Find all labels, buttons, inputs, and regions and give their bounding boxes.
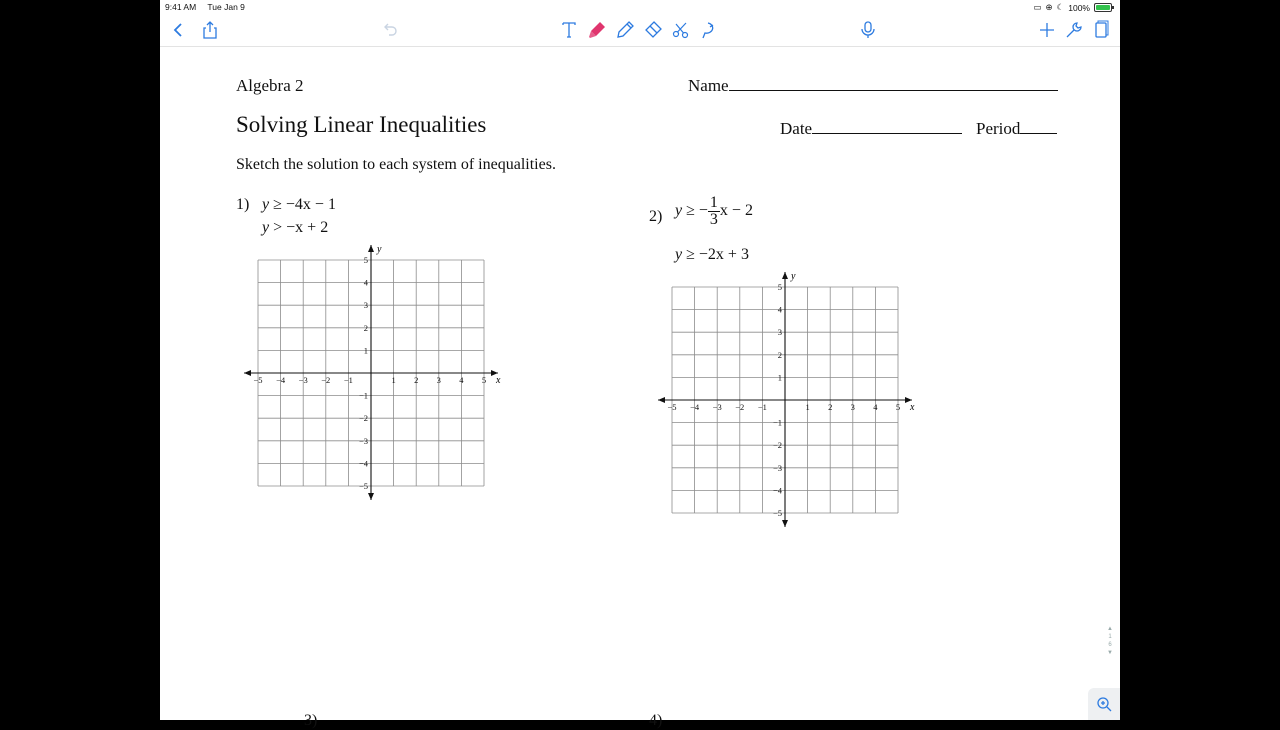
page-total: 6 — [1108, 642, 1112, 648]
x-tick-label: 4 — [873, 402, 878, 412]
x-tick-label: 3 — [436, 375, 441, 385]
battery-icon — [1094, 3, 1112, 12]
x-tick-label: −4 — [276, 375, 286, 385]
x-tick-label: 2 — [414, 375, 419, 385]
document-page[interactable] — [160, 47, 1120, 729]
y-axis-arrow-down — [368, 493, 374, 500]
wrench-icon[interactable] — [1062, 18, 1086, 42]
x-tick-label: 1 — [805, 402, 810, 412]
x-tick-label: −4 — [690, 402, 700, 412]
text-tool-icon[interactable] — [557, 18, 581, 42]
name-label: Name — [688, 76, 729, 95]
x-tick-label: −1 — [757, 402, 767, 412]
y-tick-label: −5 — [772, 508, 782, 518]
app-toolbar — [160, 14, 1120, 47]
y-tick-label: 4 — [363, 277, 368, 288]
x-tick-label: −3 — [298, 375, 308, 385]
y-tick-label: 5 — [777, 282, 782, 292]
y-axis-arrow-up — [368, 245, 374, 252]
problem-2-number: 2) — [649, 208, 663, 225]
moon-icon: ☾ — [1056, 2, 1065, 12]
x-axis-arrow-left — [658, 397, 665, 403]
highlighter-icon[interactable] — [585, 18, 609, 42]
pages-icon[interactable] — [1089, 18, 1113, 42]
screen-mirror-icon: ▭ — [1033, 2, 1042, 12]
x-tick-label: −5 — [253, 375, 263, 385]
x-tick-label: 5 — [895, 402, 901, 412]
date-label: Date — [780, 119, 813, 138]
period-field — [976, 119, 1057, 139]
undo-icon[interactable] — [378, 18, 402, 42]
y-tick-label: 3 — [777, 327, 782, 338]
scroll-down-icon[interactable]: ▼ — [1107, 650, 1113, 656]
status-date: Tue Jan 9 — [207, 2, 245, 12]
y-tick-label: −5 — [358, 481, 368, 491]
y-tick-label: 5 — [363, 255, 368, 265]
pen-icon[interactable] — [613, 18, 637, 42]
x-tick-label: −2 — [321, 375, 331, 385]
y-tick-label: −1 — [358, 390, 368, 401]
share-icon[interactable] — [198, 18, 222, 42]
period-label: Period — [976, 119, 1021, 138]
problem-2-inequality-2: y ≥ −2x + 3 — [675, 246, 749, 263]
course-label: Algebra 2 — [236, 76, 304, 95]
y-tick-label: −2 — [358, 413, 368, 424]
y-tick-label: 1 — [777, 372, 782, 383]
x-axis-label: x — [910, 402, 915, 413]
page-scroller[interactable] — [1104, 625, 1116, 657]
lasso-icon[interactable] — [696, 18, 720, 42]
coordinate-grid-1[interactable] — [240, 242, 510, 512]
problem-1-inequality-1: y ≥ −4x − 1 — [262, 196, 336, 213]
name-field — [688, 76, 1058, 96]
y-axis-label: y — [377, 244, 382, 255]
problem-2-inequality-1: y ≥ − $\frac{1}{3}$ x − 2 — [675, 194, 753, 228]
y-tick-label: −3 — [358, 435, 368, 446]
y-tick-label: −4 — [772, 485, 782, 496]
x-tick-label: −2 — [735, 402, 745, 412]
x-axis-arrow-left — [244, 370, 251, 376]
coordinate-grid-2[interactable] — [654, 269, 924, 539]
add-icon[interactable] — [1035, 18, 1059, 42]
rotation-lock-icon: ⊕ — [1045, 2, 1053, 12]
x-tick-label: 1 — [391, 375, 396, 385]
ipad-screen — [160, 0, 1120, 729]
y-tick-label: −4 — [358, 458, 368, 469]
problem-1-number: 1) — [236, 196, 250, 213]
status-time: 9:41 AM — [165, 2, 197, 12]
worksheet-title: Solving Linear Inequalities — [236, 112, 487, 137]
x-tick-label: 4 — [459, 375, 464, 385]
y-tick-label: −2 — [772, 440, 782, 451]
y-tick-label: −1 — [772, 417, 782, 428]
zoom-icon — [1096, 696, 1112, 712]
problem-4-partial: 4) — [649, 712, 663, 729]
x-tick-label: −3 — [712, 402, 722, 412]
y-tick-label: −3 — [772, 462, 782, 473]
y-tick-label: 1 — [363, 345, 368, 356]
x-tick-label: 5 — [481, 375, 487, 385]
y-axis-arrow-down — [782, 520, 788, 527]
y-tick-label: 2 — [777, 349, 782, 360]
y-tick-label: 3 — [363, 300, 368, 311]
x-tick-label: −5 — [667, 402, 677, 412]
x-tick-label: 3 — [850, 402, 855, 412]
fraction: $\frac{1}{3}$ — [709, 194, 718, 228]
back-icon[interactable] — [167, 18, 191, 42]
y-axis-label: y — [791, 271, 796, 282]
x-tick-label: −1 — [343, 375, 353, 385]
x-tick-label: 2 — [828, 402, 833, 412]
battery-percent: 100% — [1068, 2, 1090, 13]
date-field — [780, 119, 962, 139]
eraser-icon[interactable] — [641, 18, 665, 42]
microphone-icon[interactable] — [856, 18, 880, 42]
zoom-button[interactable] — [1088, 688, 1120, 720]
scissors-icon[interactable] — [669, 18, 693, 42]
scroll-up-icon[interactable]: ▲ — [1107, 626, 1113, 632]
y-tick-label: 4 — [777, 304, 782, 315]
page-current: 1 — [1108, 634, 1112, 640]
status-bar — [160, 0, 1120, 14]
problem-1-inequality-2: y > −x + 2 — [262, 219, 329, 236]
problem-3-partial: 3) — [304, 712, 318, 729]
y-axis-arrow-up — [782, 272, 788, 279]
instructions: Sketch the solution to each system of inequalities. — [236, 156, 556, 173]
y-tick-label: 2 — [363, 322, 368, 333]
x-axis-label: x — [496, 375, 501, 386]
